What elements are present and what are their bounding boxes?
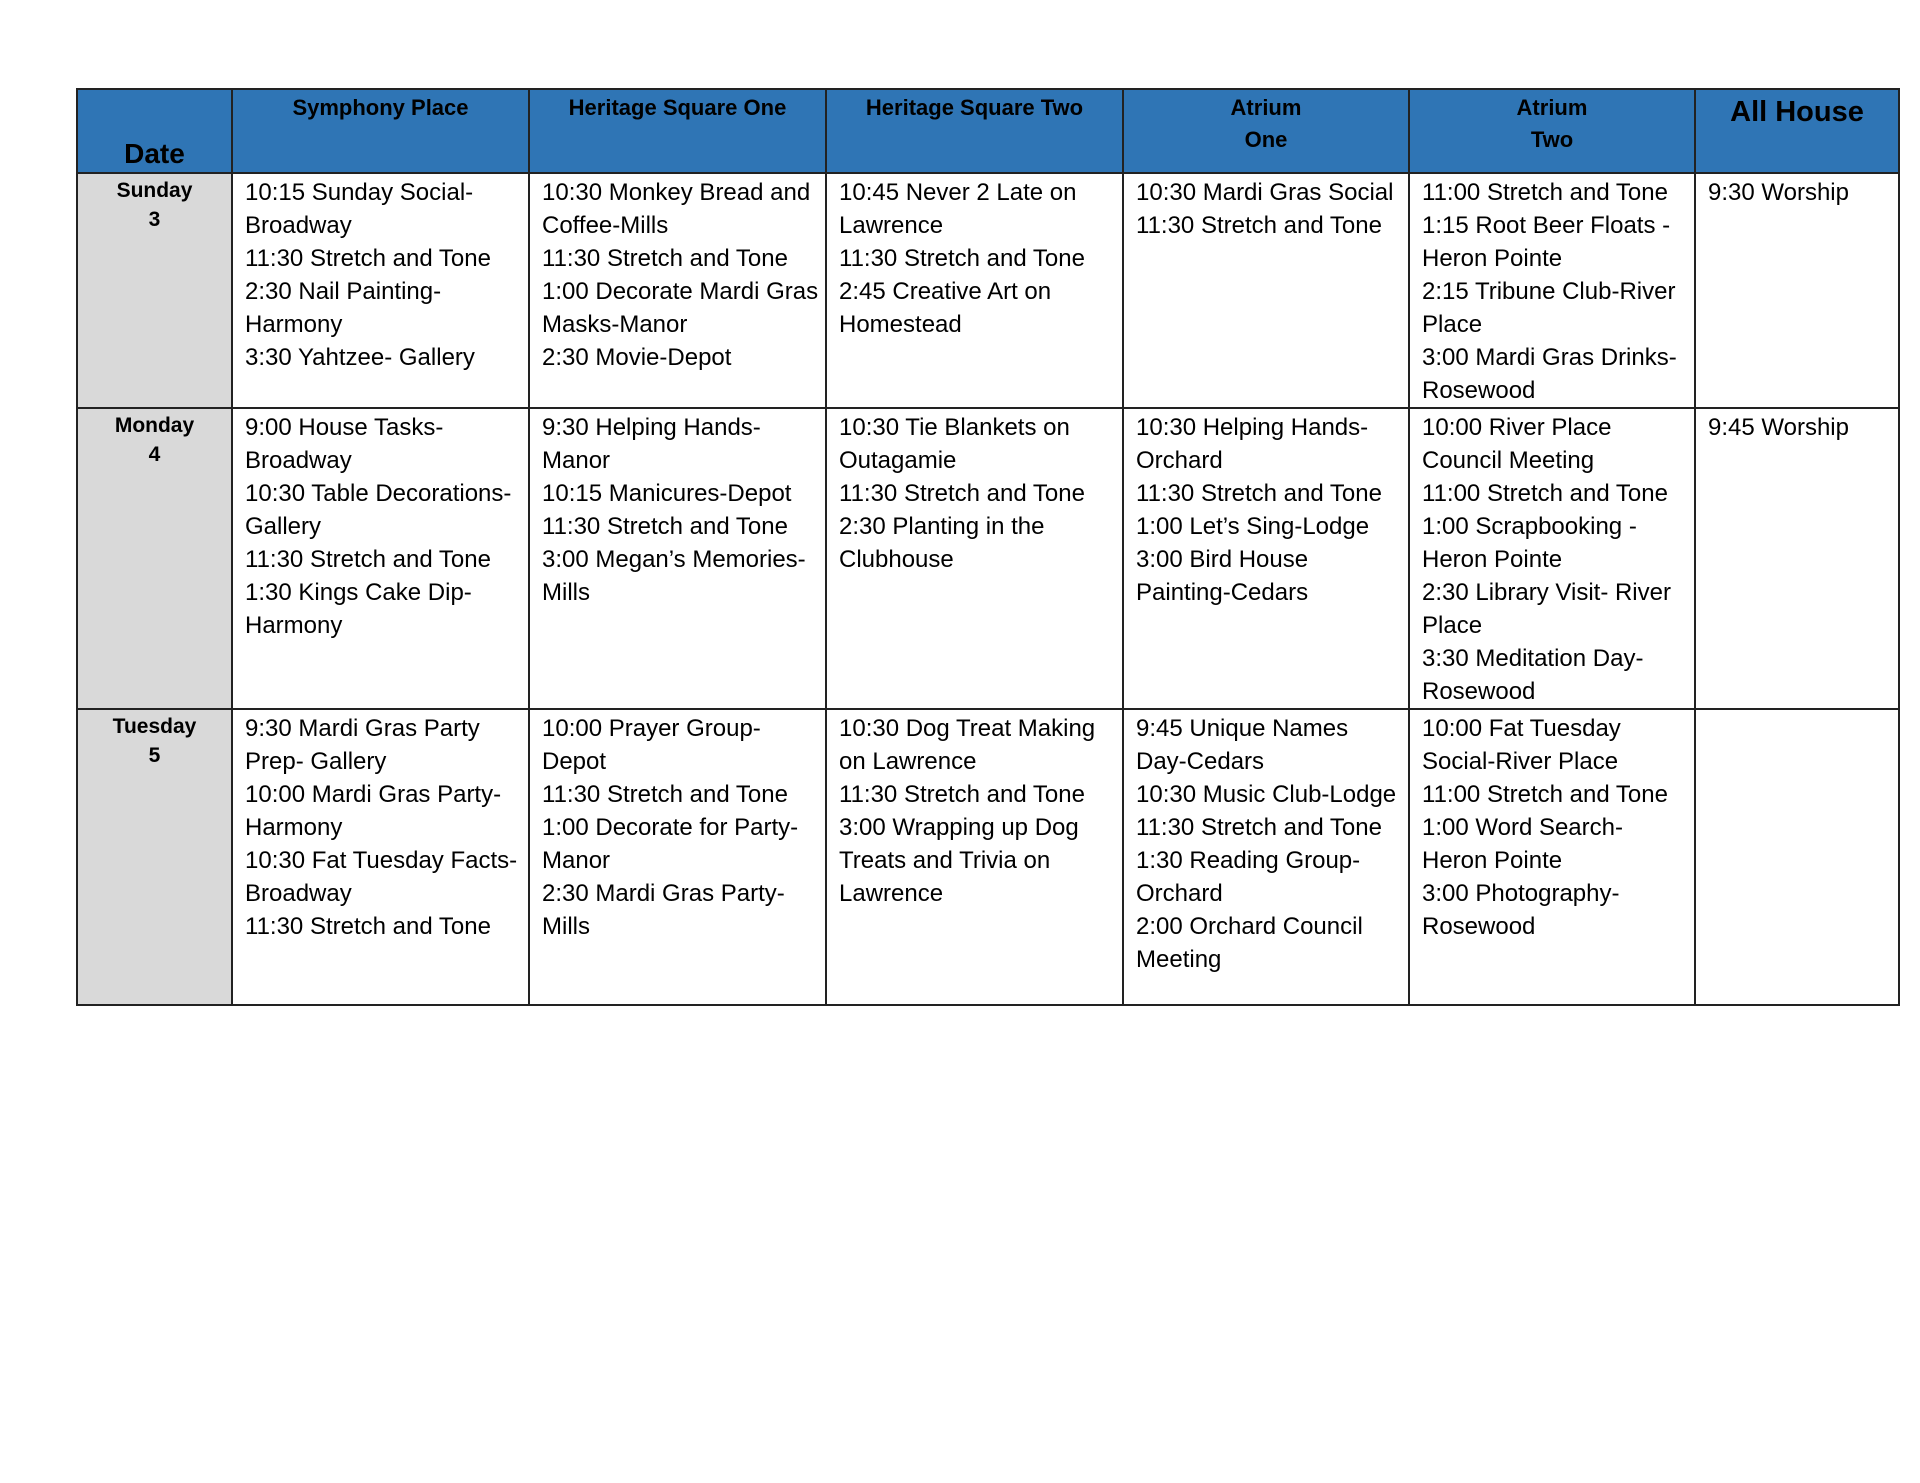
activity-cell: 9:30 Mardi Gras Party Prep- Gallery 10:00 Mardi Gras Party-Harmony 10:30 Fat Tuesday Facts-Broadway 11:30 Stretch and Tone [232, 709, 529, 1005]
header-symphony-place: Symphony Place [232, 89, 529, 173]
activity-cell: 9:30 Worship [1695, 173, 1899, 408]
date-cell: Sunday 3 [77, 173, 232, 408]
activity-cell: 10:15 Sunday Social-Broadway 11:30 Stretch and Tone 2:30 Nail Painting-Harmony 3:30 Yahtzee- Gallery [232, 173, 529, 408]
header-row [77, 89, 1899, 173]
header-date: Date [77, 89, 232, 173]
header-atrium-one: Atrium One [1123, 89, 1409, 173]
activity-cell: 10:30 Mardi Gras Social 11:30 Stretch and Tone [1123, 173, 1409, 408]
activity-cell: 10:00 River Place Council Meeting 11:00 Stretch and Tone 1:00 Scrapbooking -Heron Pointe 2:30 Library Visit- River Place 3:30 Meditation Day-Rosewood [1409, 408, 1695, 709]
header-heritage-square-two: Heritage Square Two [826, 89, 1123, 173]
activity-cell: 10:30 Monkey Bread and Coffee-Mills 11:30 Stretch and Tone 1:00 Decorate Mardi Gras Masks-Manor 2:30 Movie-Depot [529, 173, 826, 408]
header-atrium-two: Atrium Two [1409, 89, 1695, 173]
activity-cell: 10:45 Never 2 Late on Lawrence 11:30 Stretch and Tone 2:45 Creative Art on Homestead [826, 173, 1123, 408]
activity-cell: 9:00 House Tasks-Broadway 10:30 Table Decorations-Gallery 11:30 Stretch and Tone 1:30 Kings Cake Dip-Harmony [232, 408, 529, 709]
table-row [77, 408, 1899, 709]
activity-cell: 11:00 Stretch and Tone 1:15 Root Beer Floats -Heron Pointe 2:15 Tribune Club-River Place 3:00 Mardi Gras Drinks-Rosewood [1409, 173, 1695, 408]
activity-cell: 10:30 Helping Hands-Orchard 11:30 Stretch and Tone 1:00 Let’s Sing-Lodge 3:00 Bird House Painting-Cedars [1123, 408, 1409, 709]
table-row [77, 709, 1899, 1005]
activity-cell: 10:30 Dog Treat Making on Lawrence 11:30 Stretch and Tone 3:00 Wrapping up Dog Treats and Trivia on Lawrence [826, 709, 1123, 1005]
date-cell: Tuesday 5 [77, 709, 232, 1005]
header-all-house: All House [1695, 89, 1899, 173]
date-cell: Monday 4 [77, 408, 232, 709]
activity-cell [1695, 709, 1899, 1005]
table-row [77, 173, 1899, 408]
activity-cell: 9:30 Helping Hands-Manor 10:15 Manicures-Depot 11:30 Stretch and Tone 3:00 Megan’s Memories-Mills [529, 408, 826, 709]
activity-cell: 10:00 Prayer Group-Depot 11:30 Stretch and Tone 1:00 Decorate for Party-Manor 2:30 Mardi Gras Party-Mills [529, 709, 826, 1005]
activity-cell: 9:45 Worship [1695, 408, 1899, 709]
activity-cell: 9:45 Unique Names Day-Cedars 10:30 Music Club-Lodge 11:30 Stretch and Tone 1:30 Reading Group-Orchard 2:00 Orchard Council Meeting [1123, 709, 1409, 1005]
activity-schedule-table [76, 88, 1900, 1006]
header-heritage-square-one: Heritage Square One [529, 89, 826, 173]
activity-cell: 10:30 Tie Blankets on Outagamie 11:30 Stretch and Tone 2:30 Planting in the Clubhouse [826, 408, 1123, 709]
activity-cell: 10:00 Fat Tuesday Social-River Place 11:00 Stretch and Tone 1:00 Word Search-Heron Pointe 3:00 Photography-Rosewood [1409, 709, 1695, 1005]
